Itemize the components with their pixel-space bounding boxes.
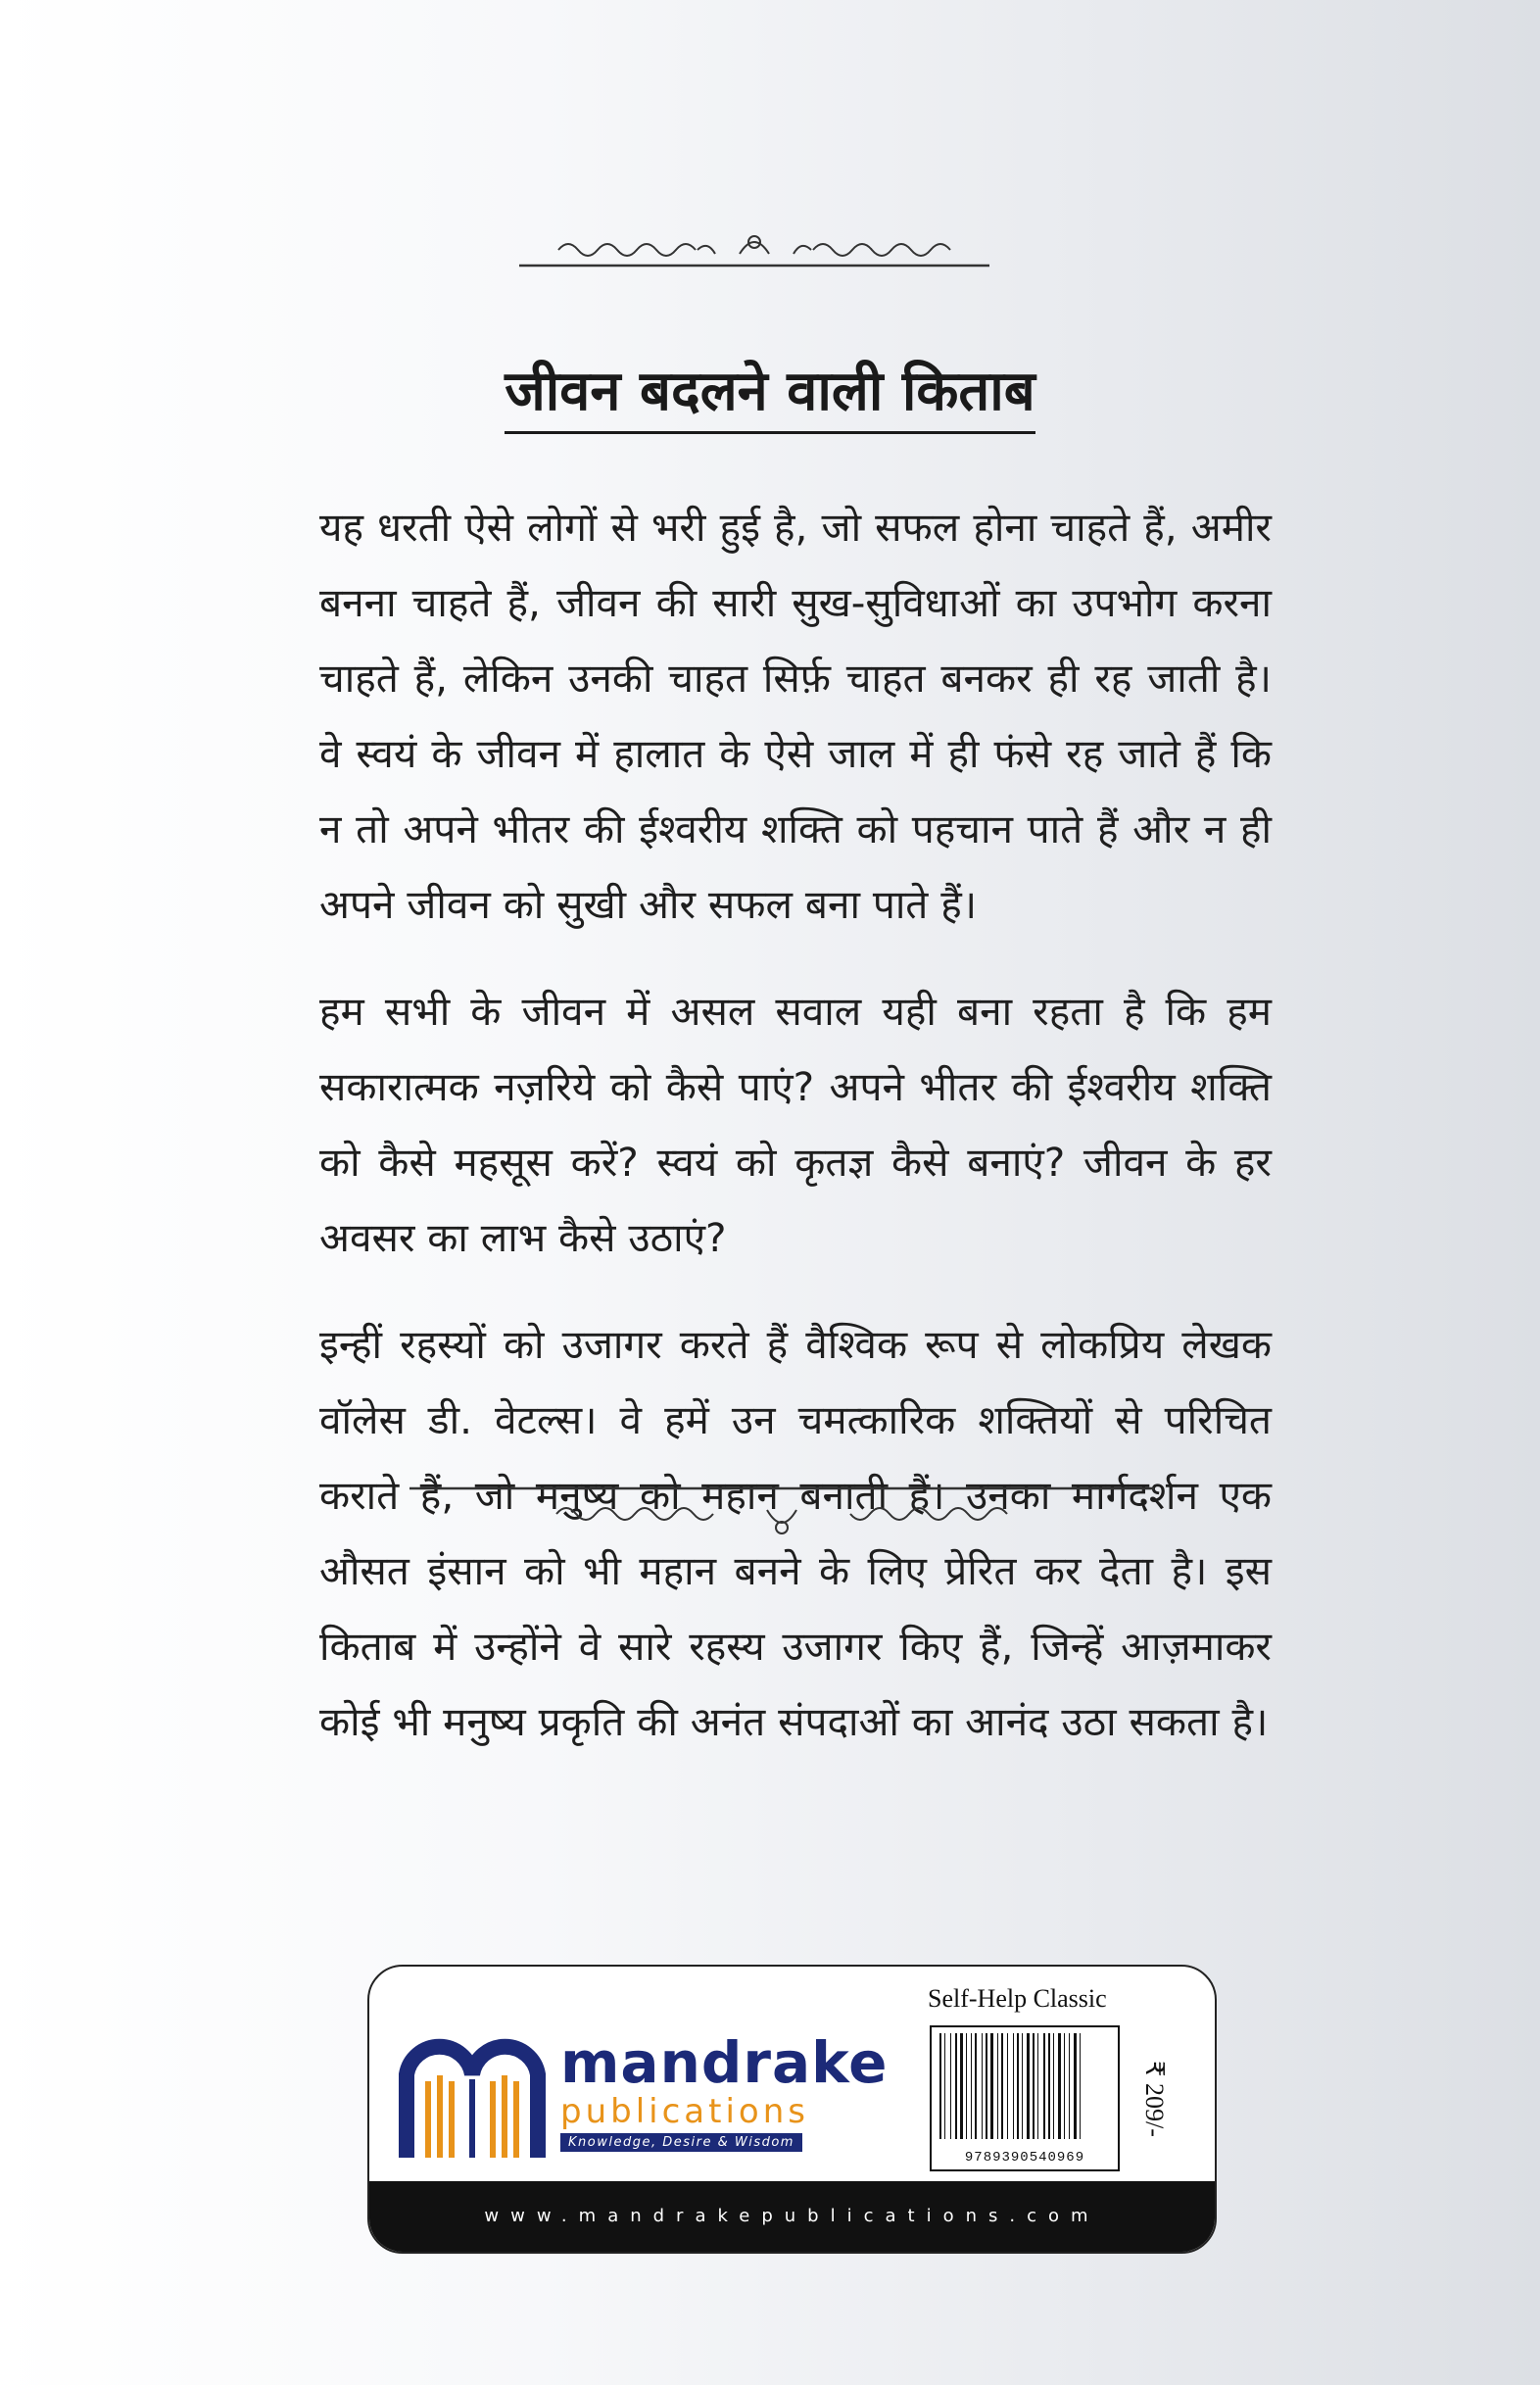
book-tagline-title: जीवन बदलने वाली किताब: [505, 361, 1035, 434]
blurb-paragraph-2: हम सभी के जीवन में असल सवाल यही बना रहता है कि हम सकारात्मक नज़रिये को कैसे पाएं? अपने भीतर की ईश्वरीय शक्ति को कैसे महसूस करें? स्वयं को कृतज्ञ कैसे बनाएं? जीवन के हर अवसर का लाभ कैसे उठाएं?: [319, 988, 1272, 1261]
publisher-sub: publications: [560, 2092, 809, 2131]
barcode-icon: [938, 2033, 1112, 2141]
barcode: [930, 2025, 1120, 2171]
isbn-number: 9789390540969: [964, 2150, 1085, 2166]
brand-block: [560, 2029, 889, 2152]
publisher-tagline: Knowledge, Desire & Wisdom: [560, 2133, 802, 2152]
price-label: ₹ 209/-: [1140, 2060, 1169, 2137]
top-ornament: [519, 220, 989, 279]
mandrake-logo-icon: [399, 2020, 546, 2167]
blurb-paragraph-3: इन्हीं रहस्यों को उजागर करते हैं वैश्विक रूप से लोकप्रिय लेखक वॉलेस डी. वेटल्स। वे हमें उन चमत्कारिक शक्तियों से परिचित कराते हैं, जो मनुष्य को महान बनाती हैं। उनका मार्गदर्शन एक औसत इंसान को भी महान बनने के लिए प्रेरित कर देता है। इस किताब में उन्होंने वे सारे रहस्य उजागर किए हैं, जिन्हें आज़माकर कोई भी मनुष्य प्रकृति की अनंत संपदाओं का आनंद उठा सकता है।: [319, 1321, 1272, 1745]
publisher-name: mandrake: [560, 2029, 889, 2096]
category-label: Self-Help Classic: [928, 1984, 1107, 2013]
website-url[interactable]: www.mandrakepublications.com: [369, 2181, 1215, 2252]
blurb-paragraph-1: यह धरती ऐसे लोगों से भरी हुई है, जो सफल होना चाहते हैं, अमीर बनना चाहते हैं, जीवन की सारी सुख-सुविधाओं का उपभोग करना चाहते हैं, लेकिन उनकी चाहत सिर्फ़ चाहत बनकर ही रह जाती है। वे स्वयं के जीवन में हालात के ऐसे जाल में ही फंसे रह जाते हैं कि न तो अपने भीतर की ईश्वरीय शक्ति को पहचान पाते हैं और न ही अपने जीवन को सुखी और सफल बना पाते हैं।: [319, 504, 1272, 928]
title-wrapper: [0, 361, 1540, 434]
bottom-ornament: [409, 1475, 1154, 1545]
blurb: [319, 490, 1272, 1791]
publisher-panel: [367, 1965, 1217, 2254]
